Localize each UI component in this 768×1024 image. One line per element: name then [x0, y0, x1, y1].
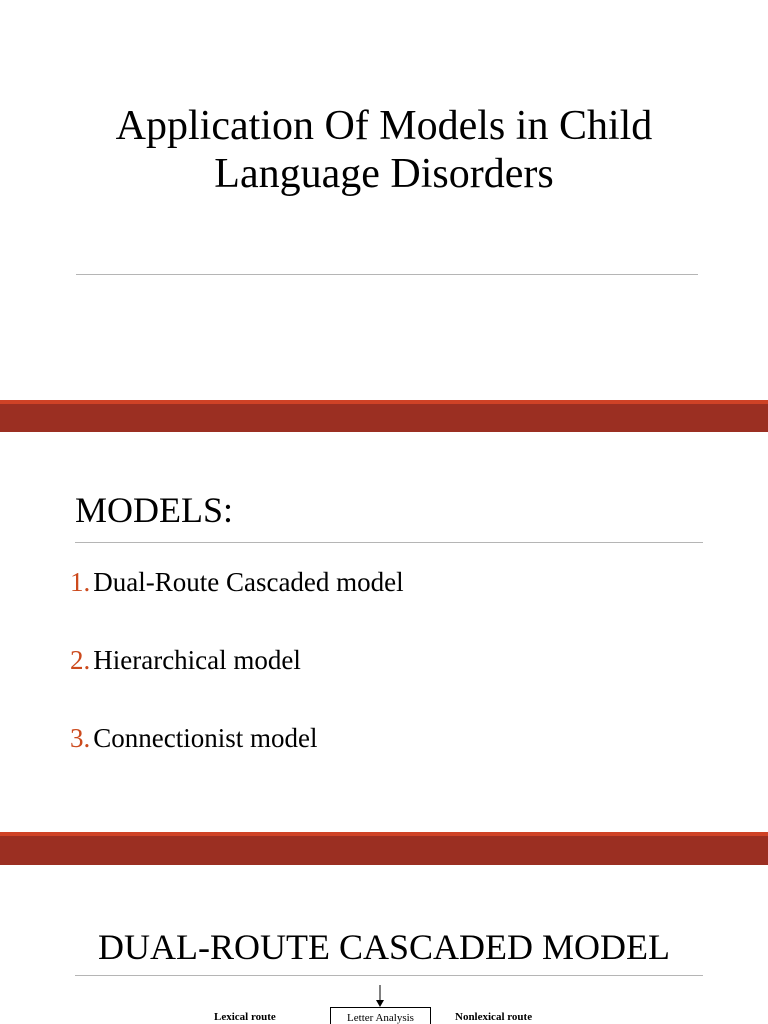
model-list-item [70, 566, 404, 598]
list-number: 1. [70, 567, 91, 597]
dual-route-heading: DUAL-ROUTE CASCADED MODEL [98, 927, 670, 967]
slide-separator [0, 832, 768, 865]
arrow-head-icon [376, 1000, 384, 1007]
title-divider [76, 274, 698, 275]
model-list-item [70, 644, 301, 676]
nonlexical-route-label: Nonlexical route [455, 1011, 533, 1023]
slide-title-heading [40, 102, 728, 198]
list-label: Dual-Route Cascaded model [93, 567, 404, 597]
list-number: 3. [70, 723, 91, 753]
list-number: 2. [70, 645, 91, 675]
slide-separator [0, 400, 768, 432]
title-line-2: Language Disorders [214, 151, 554, 197]
slide-title [0, 0, 768, 400]
slide-models [0, 432, 768, 832]
diagram-arrows [0, 865, 768, 1024]
model-list-item [70, 722, 317, 754]
slide-dual-route [0, 865, 768, 1024]
list-label: Connectionist model [93, 723, 318, 753]
models-divider [75, 542, 703, 543]
models-heading: MODELS: [75, 490, 234, 530]
lexical-route-label: Lexical route [214, 1011, 276, 1023]
list-label: Hierarchical model [93, 645, 301, 675]
title-line-1: Application Of Models in Child [115, 103, 653, 149]
letter-analysis-box: Letter Analysis [330, 1007, 431, 1024]
